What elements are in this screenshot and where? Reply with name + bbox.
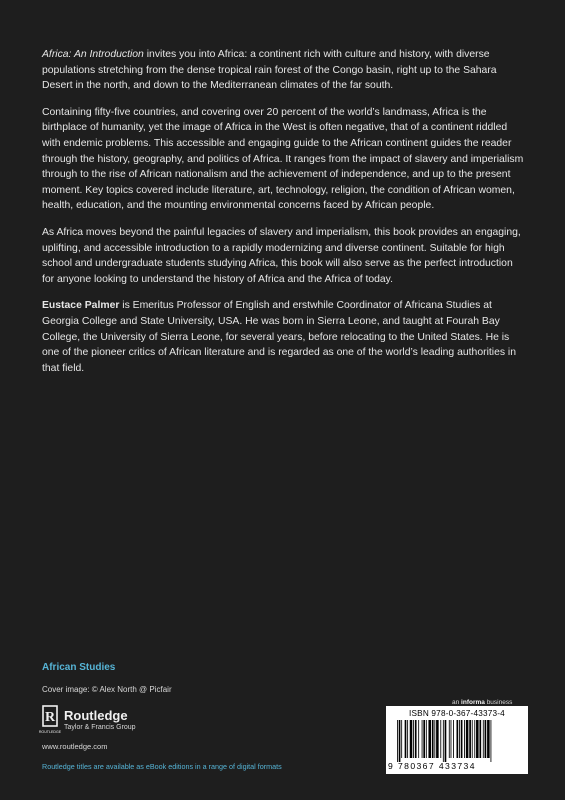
author-name: Eustace Palmer [42, 300, 120, 312]
barcode-icon [397, 720, 519, 762]
svg-text:R: R [44, 710, 56, 725]
informa-brand: informa [461, 699, 485, 706]
cover-credit: Cover image: © Alex North @ Picfair [42, 685, 172, 694]
publisher-name: Routledge [64, 708, 128, 723]
ebook-note: Routledge titles are available as eBook editions in a range of digital formats [42, 762, 282, 771]
barcode-digits: 9 780367 433734 [388, 761, 476, 771]
svg-text:ROUTLEDGE: ROUTLEDGE [38, 730, 62, 734]
back-cover-blurb [42, 47, 526, 387]
book-title: Africa: An Introduction [42, 49, 144, 60]
informa-prefix: an [452, 699, 462, 706]
barcode-box [386, 706, 528, 774]
author-bio [42, 298, 526, 376]
publisher-website-link[interactable]: www.routledge.com [42, 742, 108, 751]
publisher-text [64, 709, 136, 731]
author-bio-text: is Emeritus Professor of English and erstwhile Coordinator of Africana Studies at Georgia College and State University, USA. He was born in Sierra Leone, and taught at Fourah Bay College, the University of Sierra Leone, for several years, before relocating to the United States. He is one of the pioneer critics of African literature and is regarded as one of the world’s leading authorities in that field. [42, 300, 517, 374]
subject-category: African Studies [42, 662, 116, 673]
blurb-paragraph-audience: As Africa moves beyond the painful legacies of slavery and imperialism, this book provides an engaging, uplifting, and accessible introduction to a rapidly modernizing and diverse continent. Suitable for high school and undergraduate students studying Africa, this book will also serve as the perfect introduction for anyone looking to understand the history of Africa and the Africa of today. [42, 226, 521, 285]
blurb-paragraph-intro [42, 47, 526, 94]
publisher-logo [38, 706, 136, 734]
informa-suffix: business [484, 699, 513, 706]
blurb-paragraph-overview: Containing fifty-five countries, and covering over 20 percent of the world’s landmass, Africa is the birthplace of humanity, yet the image of Africa in the West is often negative, that of a continent riddled with endemic problems. This accessible and engaging guide to the African continent guides the reader through the history, geography, and politics of Africa. It ranges from the impact of slavery and imperialism through to the rise of African nationalism and the achievement of independence, and up to the present moment. Key topics covered include literature, art, technology, religion, the condition of African women, health, education, and the mounting environmental concerns faced by African people. [42, 106, 524, 212]
routledge-logo-icon [38, 706, 62, 734]
isbn-text: ISBN 978-0-367-43373-4 [409, 709, 505, 718]
informa-business-tag [452, 699, 512, 706]
intro-text: invites you into Africa: a continent rich with culture and history, with diverse populations stretching from the dense tropical rain forest of the Congo basin, right up to the Sahara Desert in the north, and down to the Mediterranean climates of the far south. [42, 49, 497, 92]
publisher-group: Taylor & Francis Group [64, 724, 136, 731]
